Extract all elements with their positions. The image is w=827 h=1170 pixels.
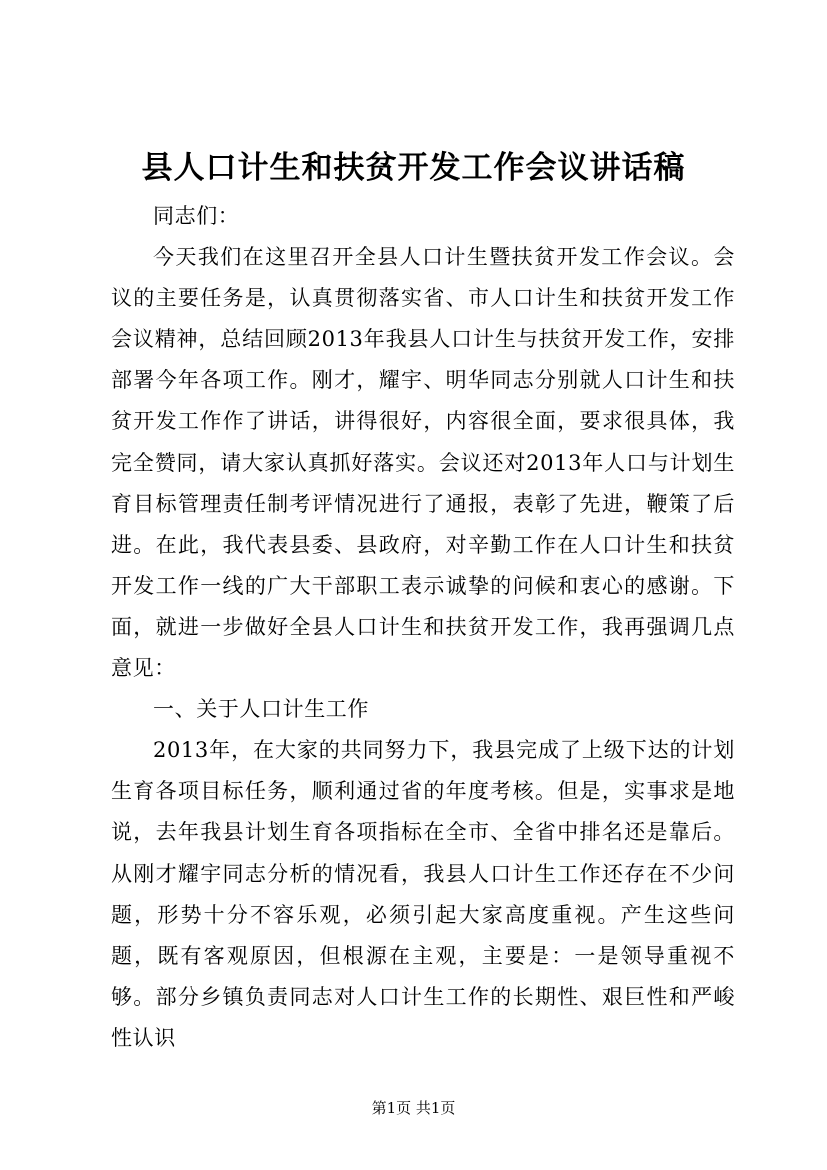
- section-heading: 一、关于人口计生工作: [153, 697, 369, 722]
- salutation-paragraph: 同志们：: [153, 204, 240, 228]
- page-footer: 第1页 共1页: [371, 1099, 456, 1117]
- document-body: [111, 196, 735, 1059]
- section-paragraph: 2013年，在大家的共同努力下，我县完成了上级下达的计划生育各项目标任务，顺利通过省的年度考核。但是，实事求是地说，去年我县计划生育各项指标在全市、全省中排名还是靠后。从刚才耀宇同志分析的情况看，我县人口计生工作还存在不少问题，形势十分不容乐观，必须引起大家高度重视。产生这些问题，既有客观原因，但根源在主观，主要是：一是领导重视不够。部分乡镇负责同志对人口计生工作的长期性、艰巨性和严峻性认识: [111, 738, 735, 1050]
- document-title: 县人口计生和扶贫开发工作会议讲话稿: [141, 150, 686, 186]
- intro-paragraph: 今天我们在这里召开全县人口计生暨扶贫开发工作会议。会议的主要任务是，认真贯彻落实省、市人口计生和扶贫开发工作会议精神，总结回顾2013年我县人口计生与扶贫开发工作，安排部署今年各项工作。刚才，耀宇、明华同志分别就人口计生和扶贫开发工作作了讲话，讲得很好，内容很全面，要求很具体，我完全赞同，请大家认真抓好落实。会议还对2013年人口与计划生育目标管理责任制考评情况进行了通报，表彰了先进，鞭策了后进。在此，我代表县委、县政府，对辛勤工作在人口计生和扶贫开发工作一线的广大干部职工表示诚挚的问候和衷心的感谢。下面，就进一步做好全县人口计生和扶贫开发工作，我再强调几点意见：: [111, 245, 735, 681]
